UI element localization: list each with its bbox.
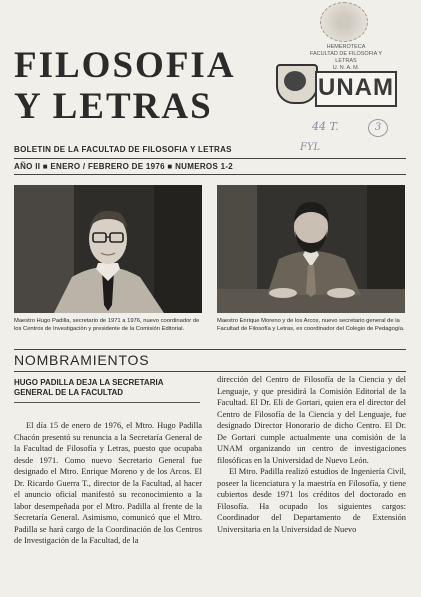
photo-hugo-padilla xyxy=(14,185,202,313)
section-title: NOMBRAMIENTOS xyxy=(14,352,150,368)
caption-left-photo: Maestro Hugo Padilla, secretario de 1971 a 1976, nuevo coordinador de los Centros de Investigación y presidente de la Comisión Editorial. xyxy=(14,318,200,332)
article-column-2 xyxy=(217,374,406,535)
article-column-1 xyxy=(14,420,202,547)
handwritten-note-catalog: 44 T. xyxy=(312,120,339,133)
handwritten-note-fyl: FYL xyxy=(300,142,321,153)
section-divider-top xyxy=(14,349,406,350)
photo-enrique-moreno xyxy=(217,185,405,313)
stamp-line-1: HEMEROTECA xyxy=(326,44,366,50)
handwritten-note-circled: 3 xyxy=(368,119,388,137)
unam-logo: UNAM xyxy=(315,71,397,107)
caption-right-photo: Maestro Enrique Moreno y de los Arcos, nuevo secretario general de la Facultad de Filosofía y Letras, ex coordinador del Colegio de Pedagogía. xyxy=(217,318,405,332)
article-headline: HUGO PADILLA DEJA LA SECRETARIA GENERAL DE LA FACULTAD xyxy=(14,378,164,397)
issue-line: AÑO II ■ ENERO / FEBRERO DE 1976 ■ NUMEROS 1-2 xyxy=(14,162,234,171)
article-paragraph-1: El día 15 de enero de 1976, el Mtro. Hugo Padilla Chacón presentó su renuncia a la Secretaría General de la Facultad de Filosofía y Letras, puesto que ocupaba desde 1971. Como nuevo Secretario General fue designado el Mtro. Enrique Moreno y de los Arcos. El Dr. Ricardo Guerra T., director de la Facultad, al hacer el anuncio oficial manifestó su reconocimiento a la labor desempeñada por el Mtro. Padilla al frente de la Secretaría General. Asimismo, comunicó que el Mtro. Padilla se hará cargo de la Coordinación de los Centros de Investigación de la Facultad, de la xyxy=(14,421,202,545)
university-seal-icon xyxy=(320,2,368,42)
masthead-title-line2: Y LETRAS xyxy=(14,86,213,127)
header-divider-bottom xyxy=(14,174,406,175)
bulletin-subtitle: BOLETIN DE LA FACULTAD DE FILOSOFIA Y LETRAS xyxy=(14,145,232,154)
article-paragraph-3: El Mtro. Padilla realizó estudios de Ingeniería Civil, poseer la licenciatura y la maestría en Filosofía, y tiene cubiertos desde 1971 los créditos del doctorado en Filosofía. Ha ocupado los siguientes cargos: Coordinador del Departamento de Extensión Universitaria en la Universidad de Nuevo xyxy=(217,467,406,534)
stamp-line-2: FACULTAD DE FILOSOFIA Y LETRAS xyxy=(309,50,383,64)
header-divider-top xyxy=(14,158,406,159)
university-shield-icon xyxy=(276,64,318,104)
article-paragraph-2: dirección del Centro de Filosofía de la Ciencia y del Lenguaje, y que presidirá la Comisión Editorial de la Facultad. El Dr. Eli de Gortari, quien era el director del Centro de Filosofía de la Ciencia y del Lenguaje, fue designado Director Honorario de dicho Centro. El Dr. De Gortari cumple actualmente una comisión de la UNAM organizando un centro de investigaciones filosóficas en la Universidad de Nuevo León. xyxy=(217,375,406,465)
stamp-line-3: U. N. A. M. xyxy=(332,64,360,71)
headline-divider xyxy=(14,402,200,403)
section-divider-bottom xyxy=(14,371,406,372)
masthead-title-line1: FILOSOFIA xyxy=(14,45,236,86)
